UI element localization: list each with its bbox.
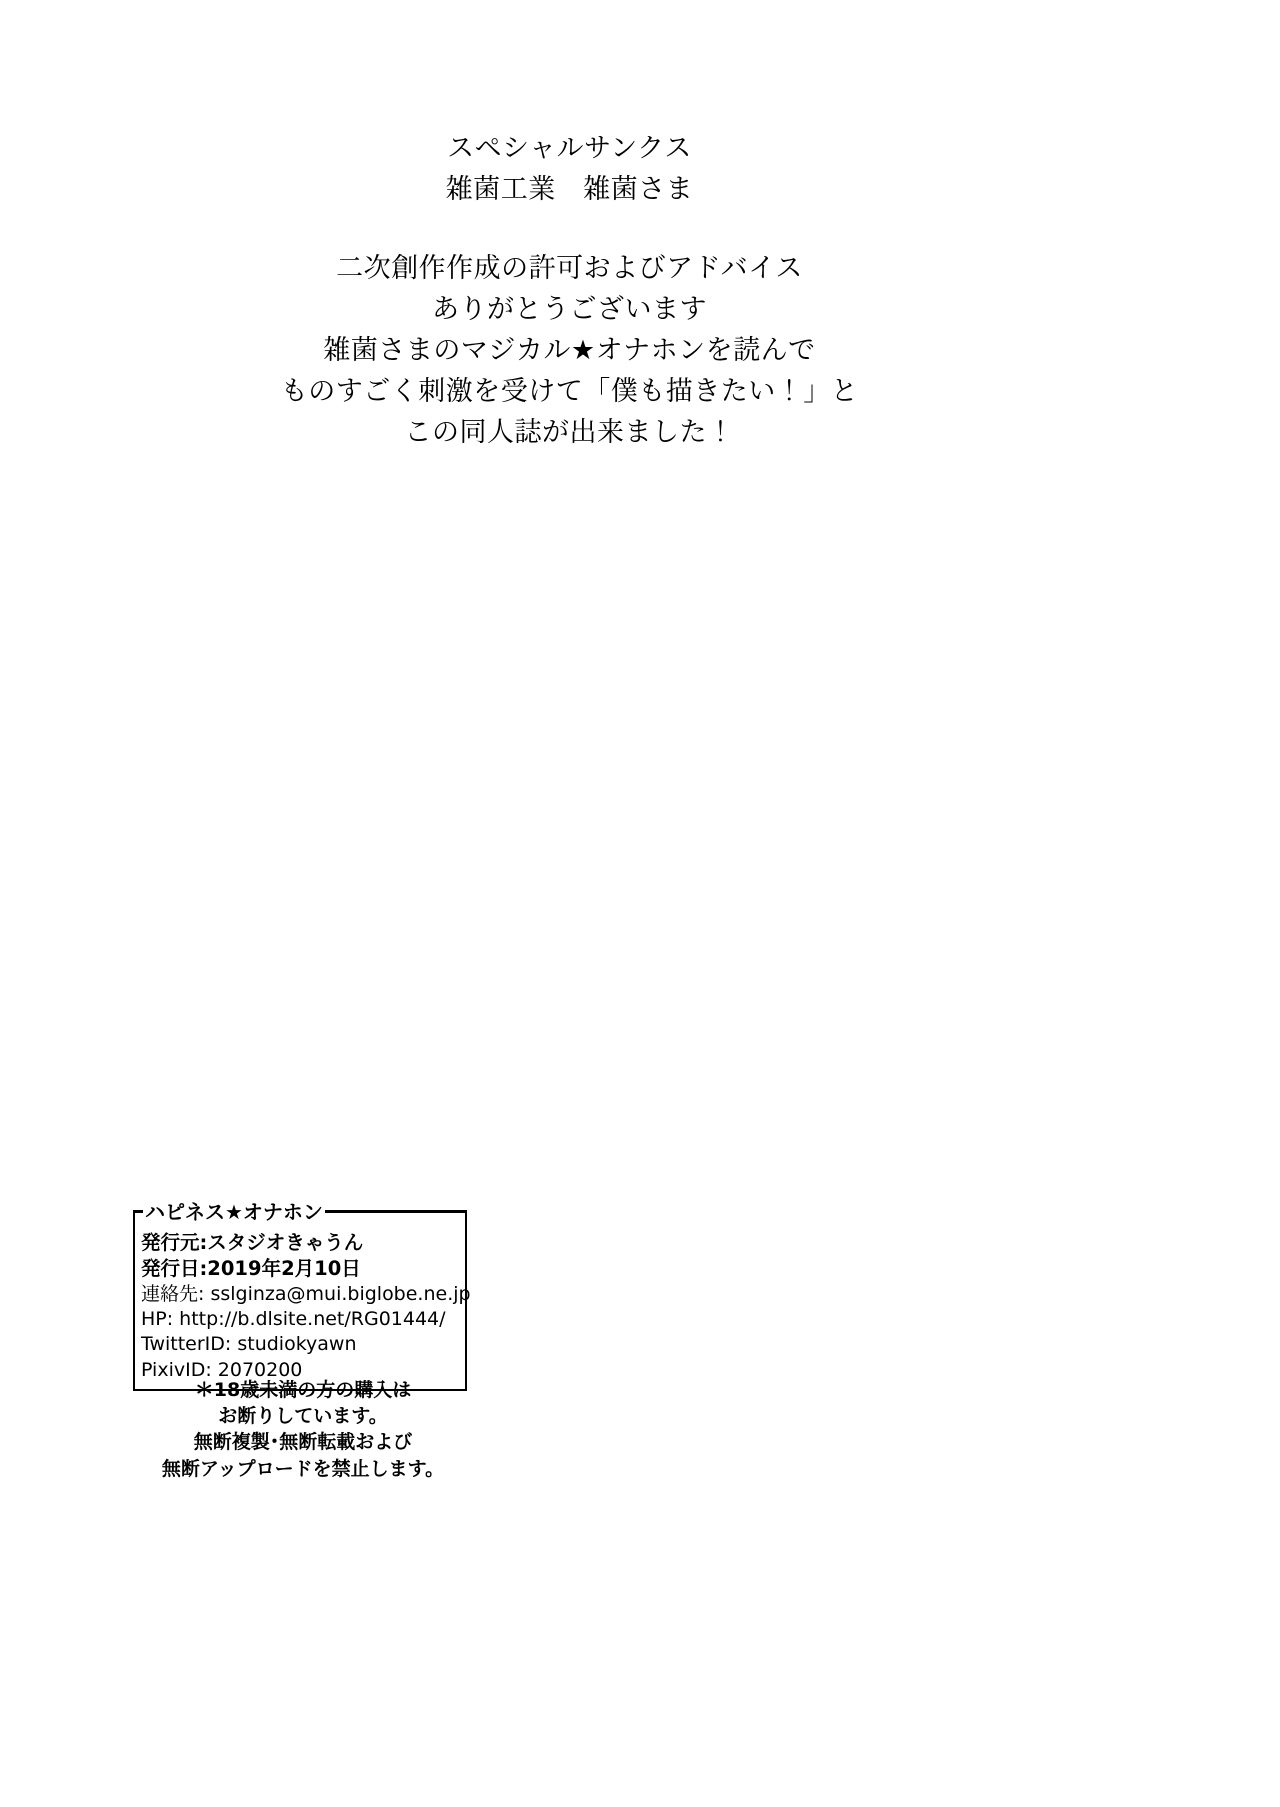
thanks-body-line: この同人誌が出来ました！ <box>404 417 735 449</box>
title-rule-left <box>135 1211 143 1213</box>
legal-notice <box>133 1377 473 1482</box>
title-rule-right <box>325 1211 465 1213</box>
colophon-contact-email: 連絡先: sslginza@mui.biglobe.ne.jp <box>141 1282 471 1305</box>
colophon-twitter-id: TwitterID: studiokyawn <box>141 1333 357 1356</box>
thanks-heading-line: 雑菌工業 雑菌さま <box>445 174 694 206</box>
notice-line: ＊18歳未満の方の購入は <box>194 1379 412 1401</box>
colophon-box <box>133 1200 471 1391</box>
special-thanks-heading <box>0 128 1139 210</box>
special-thanks-body <box>0 248 1139 453</box>
thanks-body-line: 二次創作作成の許可およびアドバイス <box>336 253 803 285</box>
colophon-pixiv-id: PixivID: 2070200 <box>141 1358 303 1381</box>
colophon-publisher: 発行元:スタジオきゃうん <box>141 1231 364 1254</box>
thanks-heading-line: スペシャルサンクス <box>447 133 692 164</box>
colophon-homepage-url: HP: http://b.dlsite.net/RG01444/ <box>141 1308 446 1331</box>
notice-line: 無断アップロードを禁止します。 <box>161 1457 445 1480</box>
thanks-body-line: 雑菌さまのマジカル★オナホンを読んで <box>323 335 816 367</box>
colophon-title: ハピネス★オナホン <box>145 1200 323 1224</box>
thanks-body-line: ありがとうございます <box>432 294 707 326</box>
special-thanks-block <box>0 128 1139 453</box>
thanks-body-line: ものすごく刺激を受けて「僕も描きたい！」と <box>280 376 859 408</box>
colophon-publish-date: 発行日:2019年2月10日 <box>141 1256 361 1280</box>
colophon-detail-list <box>141 1230 471 1383</box>
notice-line: お断りしています。 <box>218 1405 388 1428</box>
colophon-title-row <box>135 1199 465 1225</box>
notice-line: 無断複製･無断転載および <box>193 1431 413 1454</box>
